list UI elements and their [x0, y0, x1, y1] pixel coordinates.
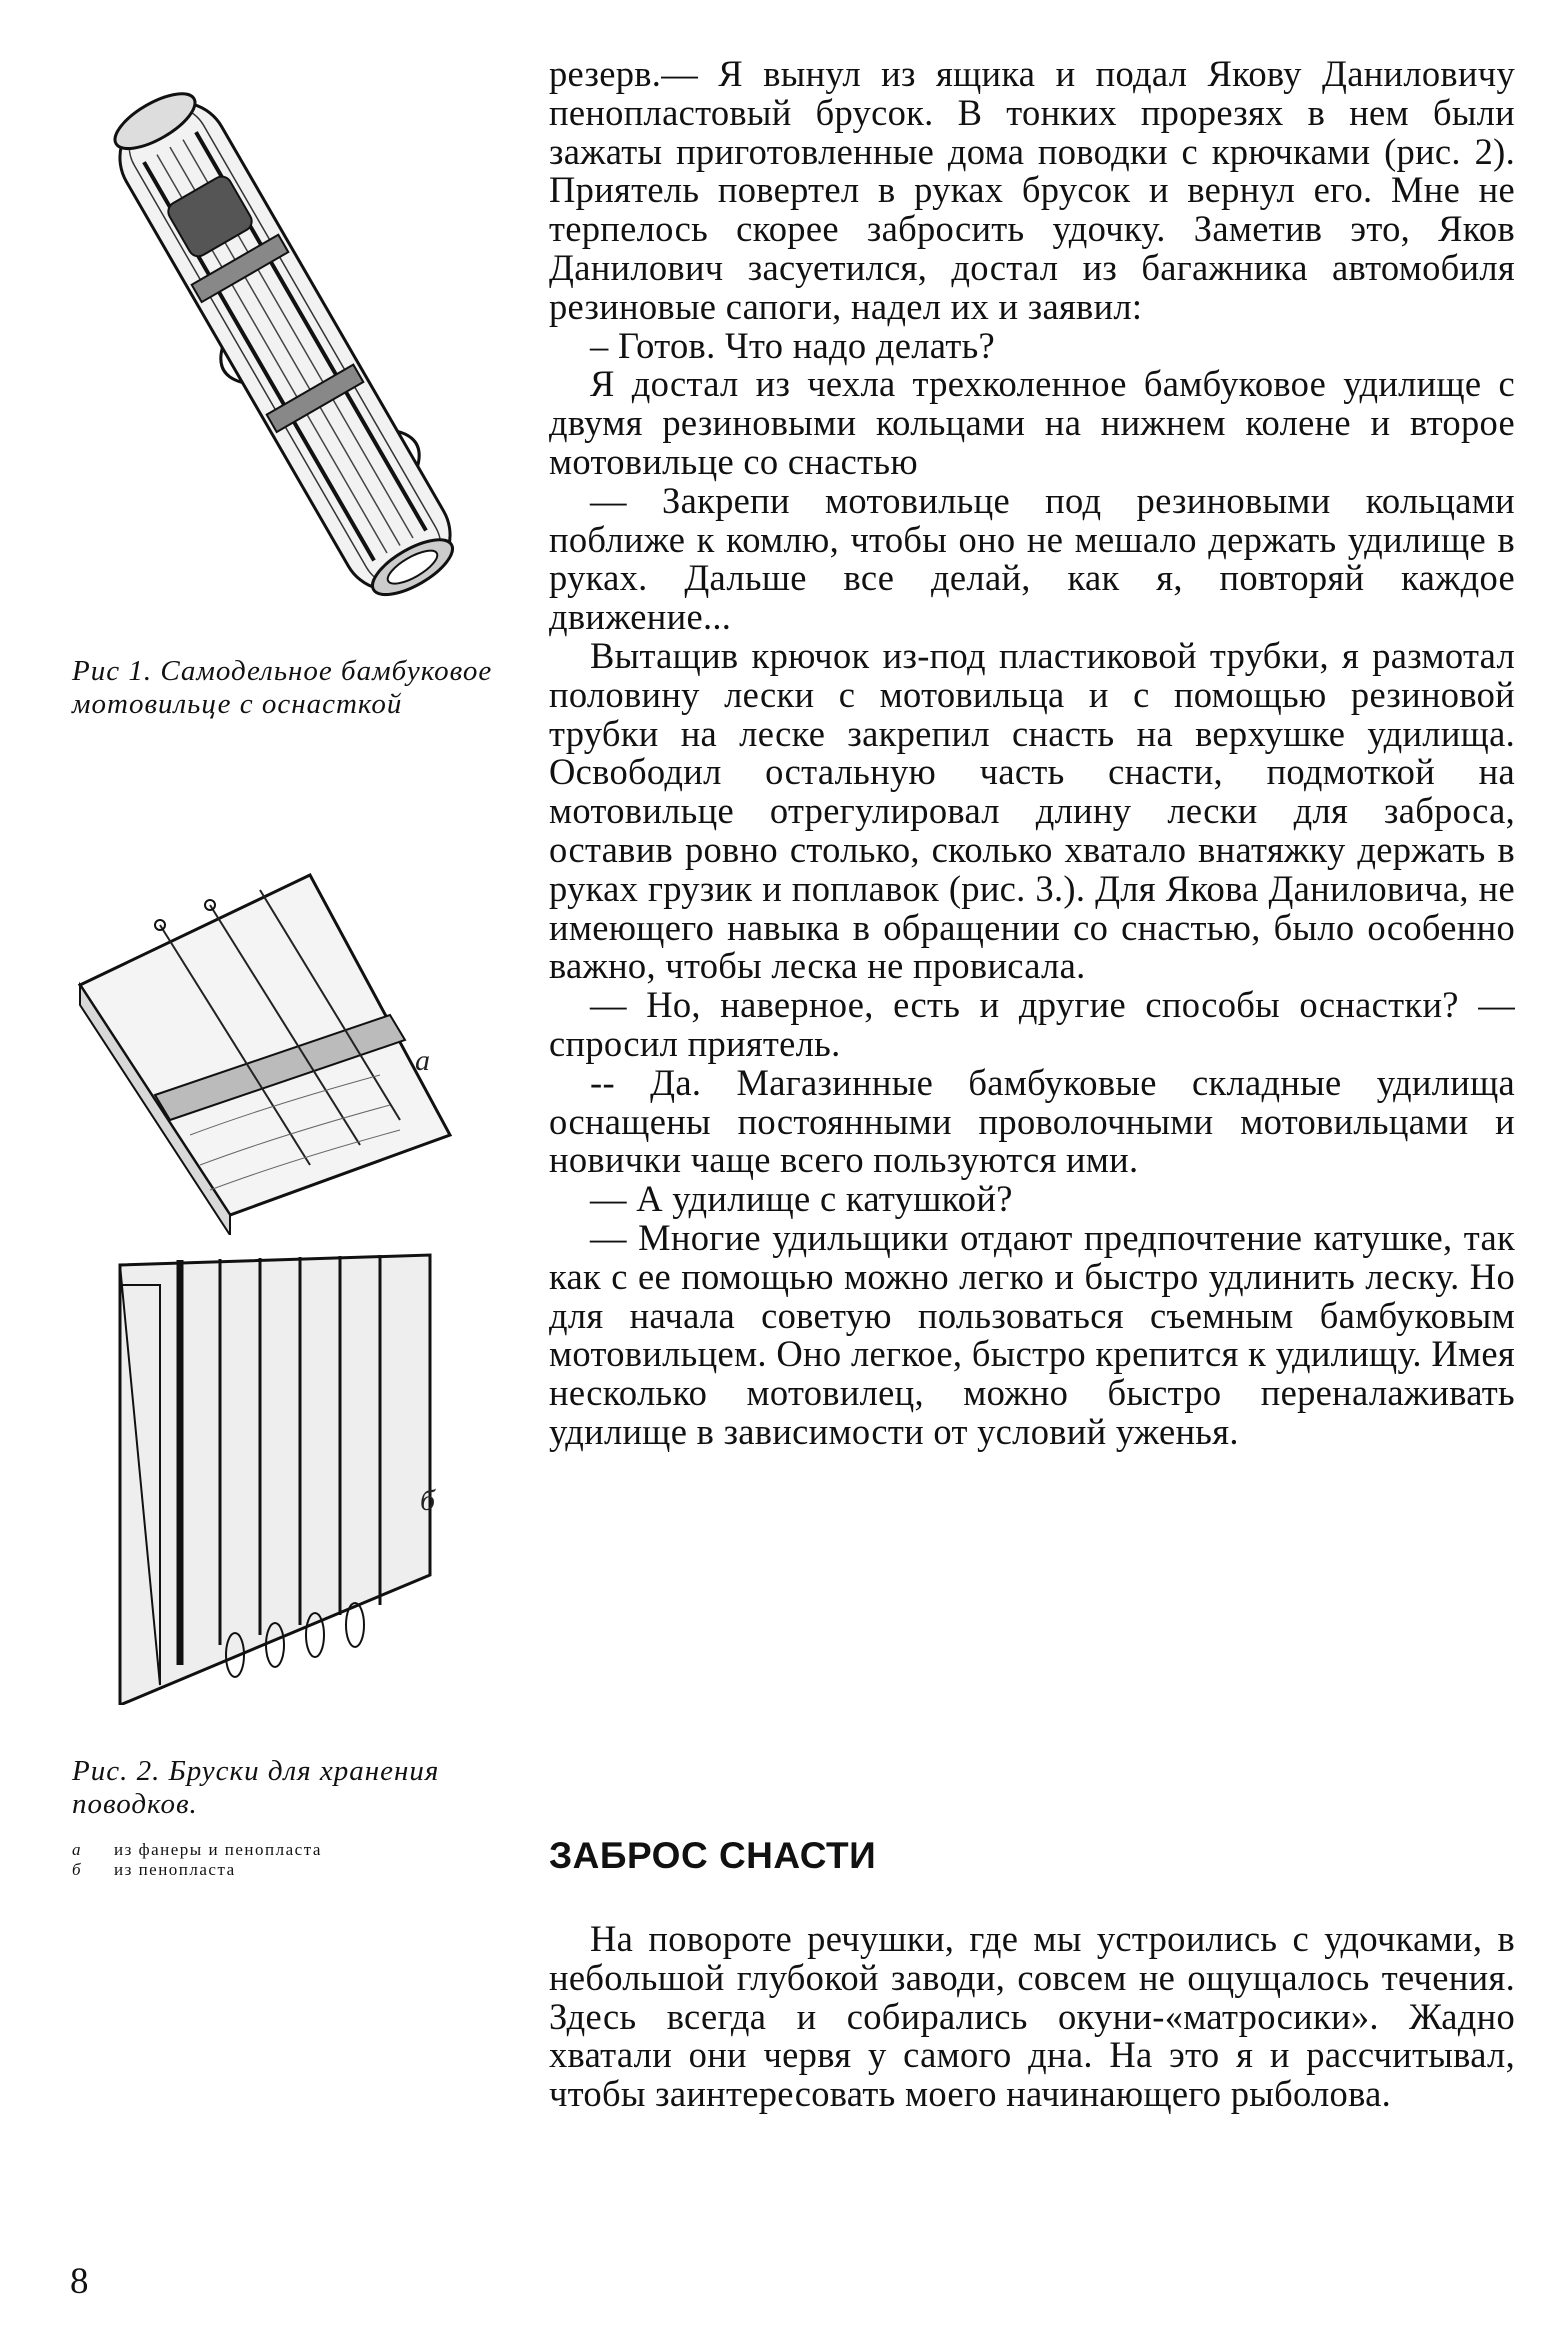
figure-2a-label: а	[415, 1044, 430, 1077]
paragraph: — Но, наверное, есть и другие способы оснастки? — спросил приятель.	[549, 984, 1515, 1064]
figure-1-caption: Рис 1. Самодельное бамбуковое мотовильце с оснасткой	[72, 655, 493, 720]
foam-block-drawing	[100, 1245, 500, 1705]
paragraph: — А удилище с катушкой?	[590, 1178, 1013, 1220]
section-text-column	[549, 1920, 1515, 2114]
bamboo-spool-drawing	[60, 55, 500, 615]
paragraph: — Многие удильщики отдают предпочтение катушке, так как с ее помощью можно легко и быстро удлинить леску. Но для начала советую пользоваться съемным бамбуковым мотовильцем. Оно легкое, быстро крепится к удилищу. Имея несколько мотовилец, можно быстро переналаживать удилище в зависимости от условий уженья.	[549, 1216, 1515, 1452]
paragraph: резерв.— Я вынул из ящика и подал Якову Даниловичу пенопластовый брусок. В тонких прорезях в нем были зажаты приготовленные дома поводки с крючками (рис. 2). Приятель повертел в руках брусок и вернул его. Мне не терпелось скорее забросить удочку. Заметив это, Яков Данилович засуетился, достал из багажника автомобиля резиновые сапоги, надел их и заявил:	[549, 53, 1515, 327]
figure-2a-illustration	[60, 865, 480, 1235]
figure-2b-illustration	[100, 1245, 500, 1705]
paragraph: Я достал из чехла трехколенное бамбуковое удилище с двумя резиновыми кольцами на нижнем колене и второе мотовильце со снастью	[549, 363, 1515, 482]
paragraph: На повороте речушки, где мы устроились с удочками, в небольшой глубокой заводи, совсем не ощущалось течения. Здесь всегда и собирались окуни-«матросики». Жадно хватали они червя у самого дна. На это я и рассчитывал, чтобы заинтересовать моего начинающего рыболова.	[549, 1918, 1515, 2115]
plywood-block-drawing	[60, 865, 480, 1235]
section-heading: ЗАБРОС СНАСТИ	[549, 1835, 877, 1876]
figure-2-caption: Рис. 2. Бруски для хранения поводков.	[72, 1755, 440, 1820]
paragraph: Вытащив крючок из-под пластиковой трубки, я размотал половину лески с мотовильца и с помощью резиновой трубки на леске закрепил снасть на верхушке удилища. Освободил остальную часть снасти, подмоткой на мотовильце отрегулировал длину лески для заброса, оставив ровно столько, сколько хватало внатяжку держать в руках грузик и поплавок (рис. 3.). Для Якова Даниловича, не имеющего навыка в обращении со снастью, было особенно важно, чтобы леска не провисала.	[549, 634, 1515, 987]
legend-item-a: а из фанеры и пенопласта	[72, 1840, 322, 1859]
paragraph: -- Да. Магазинные бамбуковые складные удилища оснащены постоянными проволочными мотовильцами и новички чаще всего пользуются ими.	[549, 1061, 1515, 1181]
page-number: 8	[70, 2261, 89, 2302]
figure-1-illustration	[60, 55, 500, 615]
paragraph: — Закрепи мотовильце под резиновыми кольцами поближе к комлю, чтобы оно не мешало держать удилище в руках. Дальше все делай, как я, повторяй каждое движение...	[549, 479, 1515, 638]
figure-2b-label: б	[420, 1484, 436, 1517]
figure-2-legend	[72, 1840, 492, 1880]
legend-item-b: б из пенопласта	[72, 1860, 236, 1879]
main-text-column	[549, 55, 1515, 1452]
paragraph: – Готов. Что надо делать?	[590, 324, 996, 366]
